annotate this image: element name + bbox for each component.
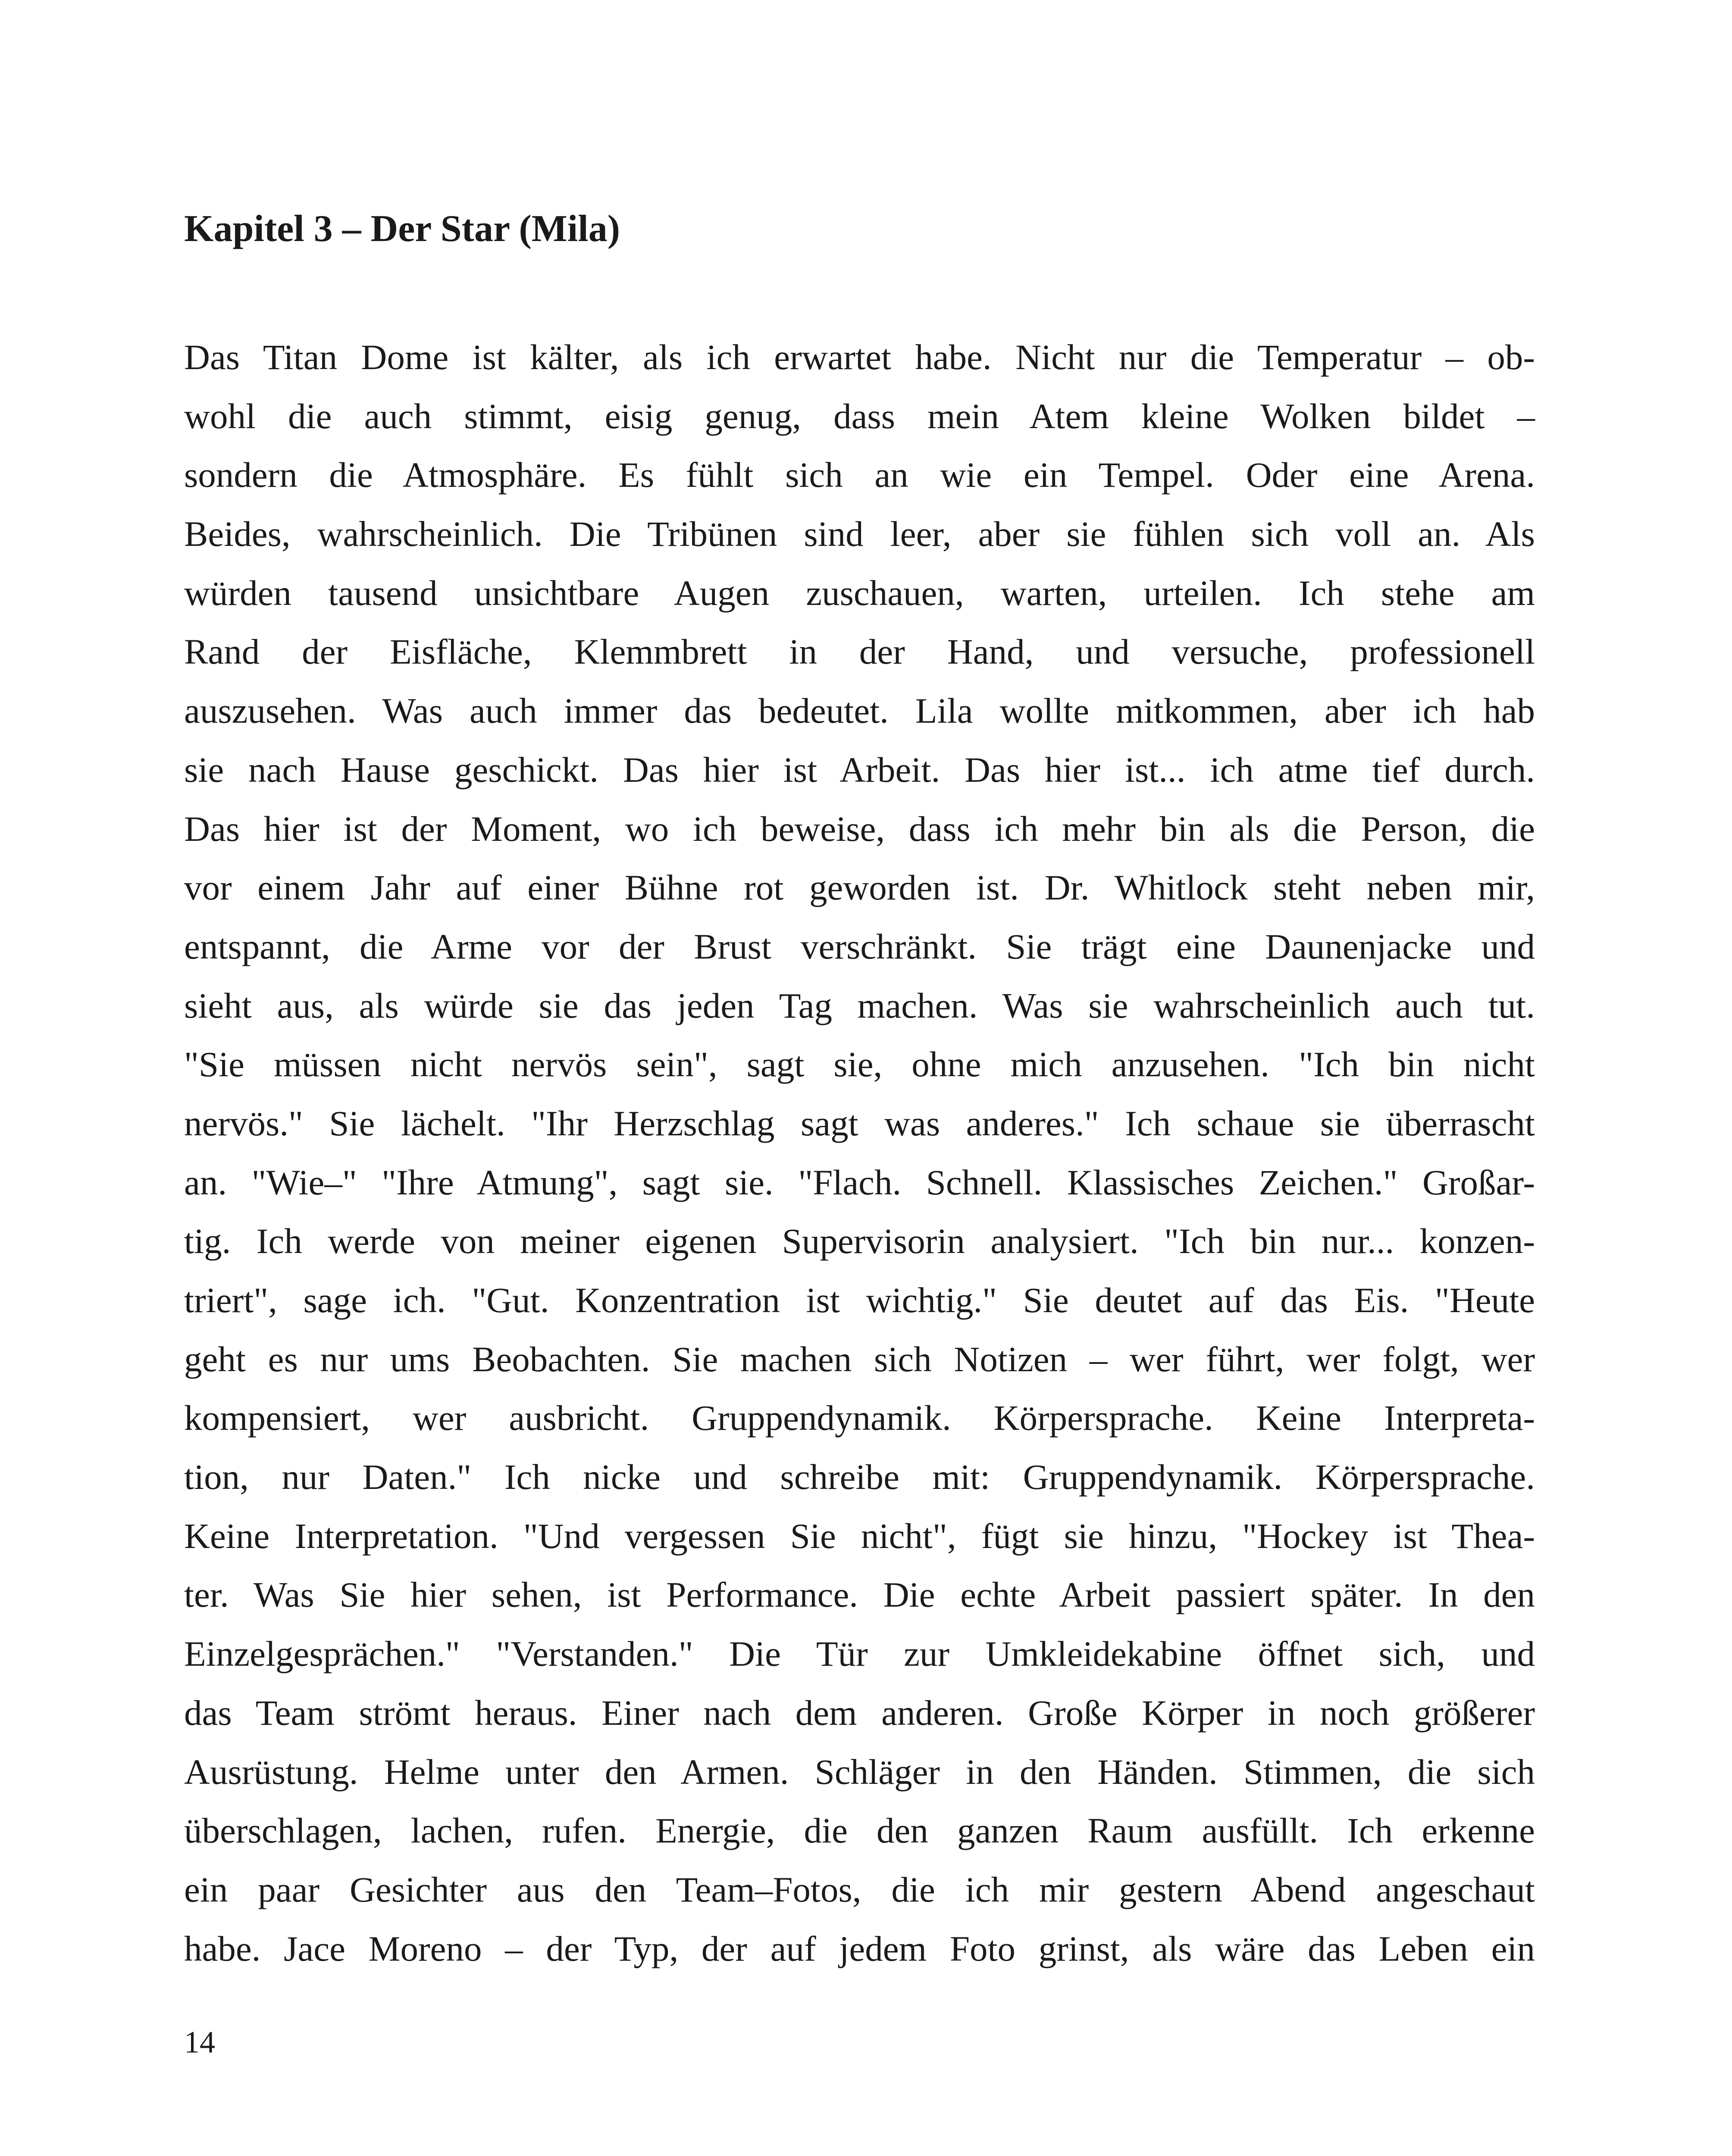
text-line: Das hier ist der Moment, wo ich beweise, dass ich mehr bin als die Person, die (184, 808, 1535, 849)
text-line: das Team strömt heraus. Einer nach dem anderen. Große Körper in noch größerer (184, 1692, 1535, 1733)
text-line: Rand der Eisfläche, Klemmbrett in der Hand, und versuche, professionell (184, 632, 1535, 672)
text-line: an. "Wie–" "Ihre Atmung", sagt sie. "Flach. Schnell. Klassisches Zeichen." Großar- (184, 1162, 1535, 1202)
text-line: nervös." Sie lächelt. "Ihr Herzschlag sagt was anderes." Ich schaue sie überrascht (184, 1103, 1535, 1143)
text-line: geht es nur ums Beobachten. Sie machen sich Notizen – wer führt, wer folgt, wer (184, 1339, 1535, 1379)
text-line: sondern die Atmosphäre. Es fühlt sich an wie ein Tempel. Oder eine Arena. (184, 455, 1535, 495)
text-line: "Sie müssen nicht nervös sein", sagt sie, ohne mich anzusehen. "Ich bin nicht (184, 1044, 1535, 1084)
text-line: ter. Was Sie hier sehen, ist Performance. Die echte Arbeit passiert später. In den (184, 1575, 1535, 1615)
text-line: Das Titan Dome ist kälter, als ich erwartet habe. Nicht nur die Temperatur – ob- (184, 337, 1535, 377)
text-line: auszusehen. Was auch immer das bedeutet. Lila wollte mitkommen, aber ich hab (184, 691, 1535, 731)
text-line: Einzelgesprächen." "Verstanden." Die Tür zur Umkleidekabine öffnet sich, und (184, 1634, 1535, 1674)
page-number: 14 (184, 2025, 215, 2059)
text-line: wohl die auch stimmt, eisig genug, dass mein Atem kleine Wolken bildet – (184, 396, 1535, 436)
text-line: Keine Interpretation. "Und vergessen Sie nicht", fügt sie hinzu, "Hockey ist Thea- (184, 1516, 1535, 1556)
text-line: vor einem Jahr auf einer Bühne rot geworden ist. Dr. Whitlock steht neben mir, (184, 868, 1535, 908)
text-line: habe. Jace Moreno – der Typ, der auf jedem Foto grinst, als wäre das Leben ein (184, 1928, 1535, 1968)
body-text (184, 328, 1535, 1978)
text-line: triert", sage ich. "Gut. Konzentration ist wichtig." Sie deutet auf das Eis. "Heute (184, 1280, 1535, 1320)
text-line: tig. Ich werde von meiner eigenen Supervisorin analysiert. "Ich bin nur... konzen- (184, 1221, 1535, 1261)
text-line: entspannt, die Arme vor der Brust verschränkt. Sie trägt eine Daunenjacke und (184, 926, 1535, 966)
text-line: ein paar Gesichter aus den Team–Fotos, die ich mir gestern Abend angeschaut (184, 1869, 1535, 1909)
text-line: sie nach Hause geschickt. Das hier ist Arbeit. Das hier ist... ich atme tief durch. (184, 749, 1535, 790)
text-line: Beides, wahrscheinlich. Die Tribünen sind leer, aber sie fühlen sich voll an. Als (184, 514, 1535, 554)
text-line: tion, nur Daten." Ich nicke und schreibe mit: Gruppendynamik. Körpersprache. (184, 1457, 1535, 1497)
chapter-title: Kapitel 3 – Der Star (Mila) (184, 208, 620, 250)
text-line: Ausrüstung. Helme unter den Armen. Schläger in den Händen. Stimmen, die sich (184, 1752, 1535, 1792)
text-line: sieht aus, als würde sie das jeden Tag machen. Was sie wahrscheinlich auch tut. (184, 985, 1535, 1025)
text-line: überschlagen, lachen, rufen. Energie, die den ganzen Raum ausfüllt. Ich erkenne (184, 1811, 1535, 1851)
text-line: würden tausend unsichtbare Augen zuschauen, warten, urteilen. Ich stehe am (184, 573, 1535, 613)
text-line: kompensiert, wer ausbricht. Gruppendynamik. Körpersprache. Keine Interpreta- (184, 1398, 1535, 1438)
